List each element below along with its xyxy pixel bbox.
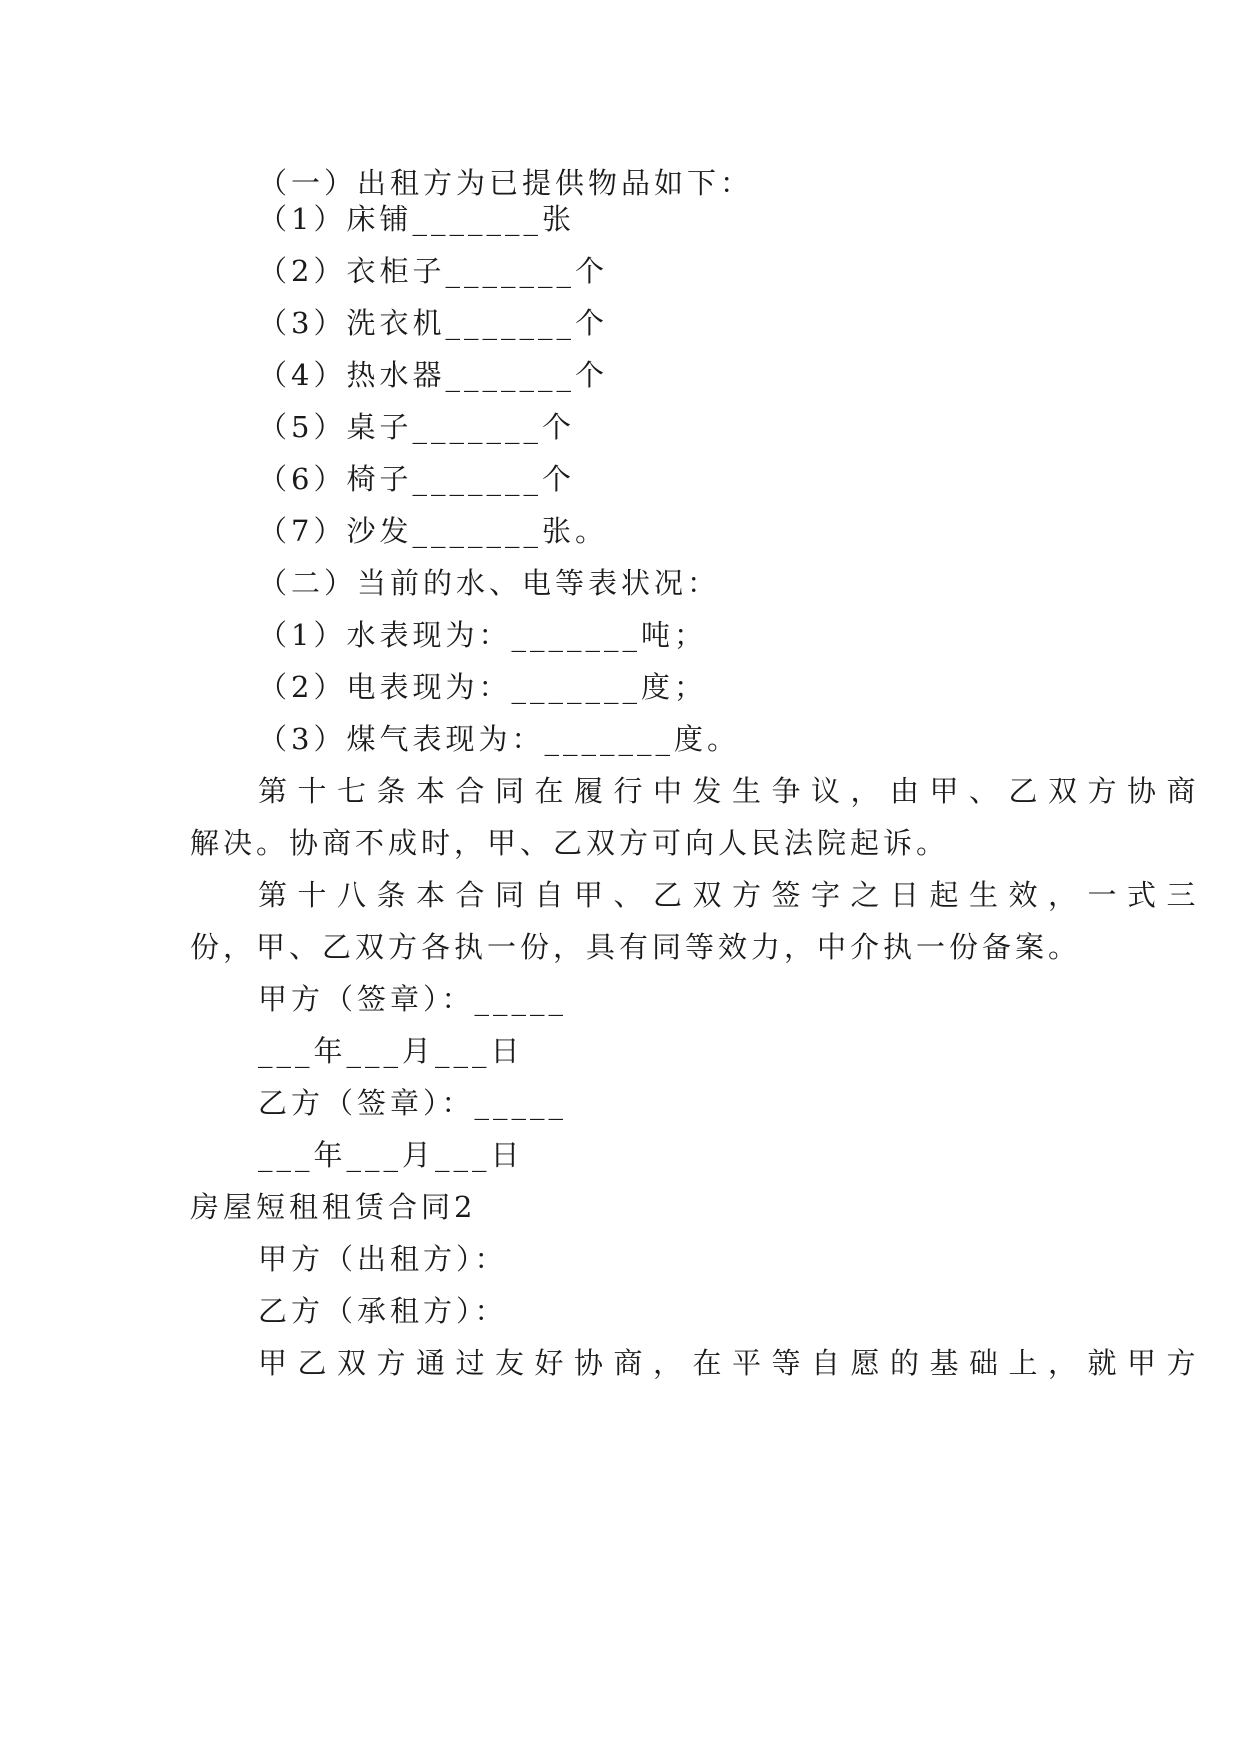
- article-17-line-1: 第十七条本合同在履行中发生争议，由甲、乙双方协商: [258, 774, 1207, 808]
- party-b-date: ___年___月___日: [258, 1138, 524, 1172]
- item-water-heater: （4）热水器_______个: [258, 358, 608, 392]
- party-a-signature: 甲方（签章）：_____: [258, 982, 568, 1016]
- party-a-lessor: 甲方（出租方）：: [258, 1242, 508, 1276]
- party-a-date: ___年___月___日: [258, 1034, 524, 1068]
- item-wardrobe: （2）衣柜子_______个: [258, 254, 608, 288]
- section-heading-provided-items: （一）出租方为已提供物品如下：: [258, 166, 754, 200]
- meter-electric: （2）电表现为：_______度；: [258, 670, 707, 704]
- item-washing-machine: （3）洗衣机_______个: [258, 306, 608, 340]
- item-table: （5）桌子_______个: [258, 410, 575, 444]
- item-bed: （1）床铺_______张: [258, 202, 575, 236]
- party-b-lessee: 乙方（承租方）：: [258, 1294, 508, 1328]
- section-heading-meters: （二）当前的水、电等表状况：: [258, 566, 721, 600]
- party-b-signature: 乙方（签章）：_____: [258, 1086, 568, 1120]
- contract-2-intro: 甲乙双方通过友好协商，在平等自愿的基础上，就甲方: [258, 1346, 1207, 1380]
- article-18-line-1: 第十八条本合同自甲、乙双方签字之日起生效，一式三: [258, 878, 1207, 912]
- article-18-line-2: 份，甲、乙双方各执一份，具有同等效力，中介执一份备案。: [190, 930, 1082, 964]
- contract-2-title: 房屋短租租赁合同2: [190, 1190, 477, 1224]
- meter-water: （1）水表现为：_______吨；: [258, 618, 707, 652]
- meter-gas: （3）煤气表现为：_______度。: [258, 722, 740, 756]
- article-17-line-2: 解决。协商不成时，甲、乙双方可向人民法院起诉。: [190, 826, 950, 860]
- item-chair: （6）椅子_______个: [258, 462, 575, 496]
- item-sofa: （7）沙发_______张。: [258, 514, 608, 548]
